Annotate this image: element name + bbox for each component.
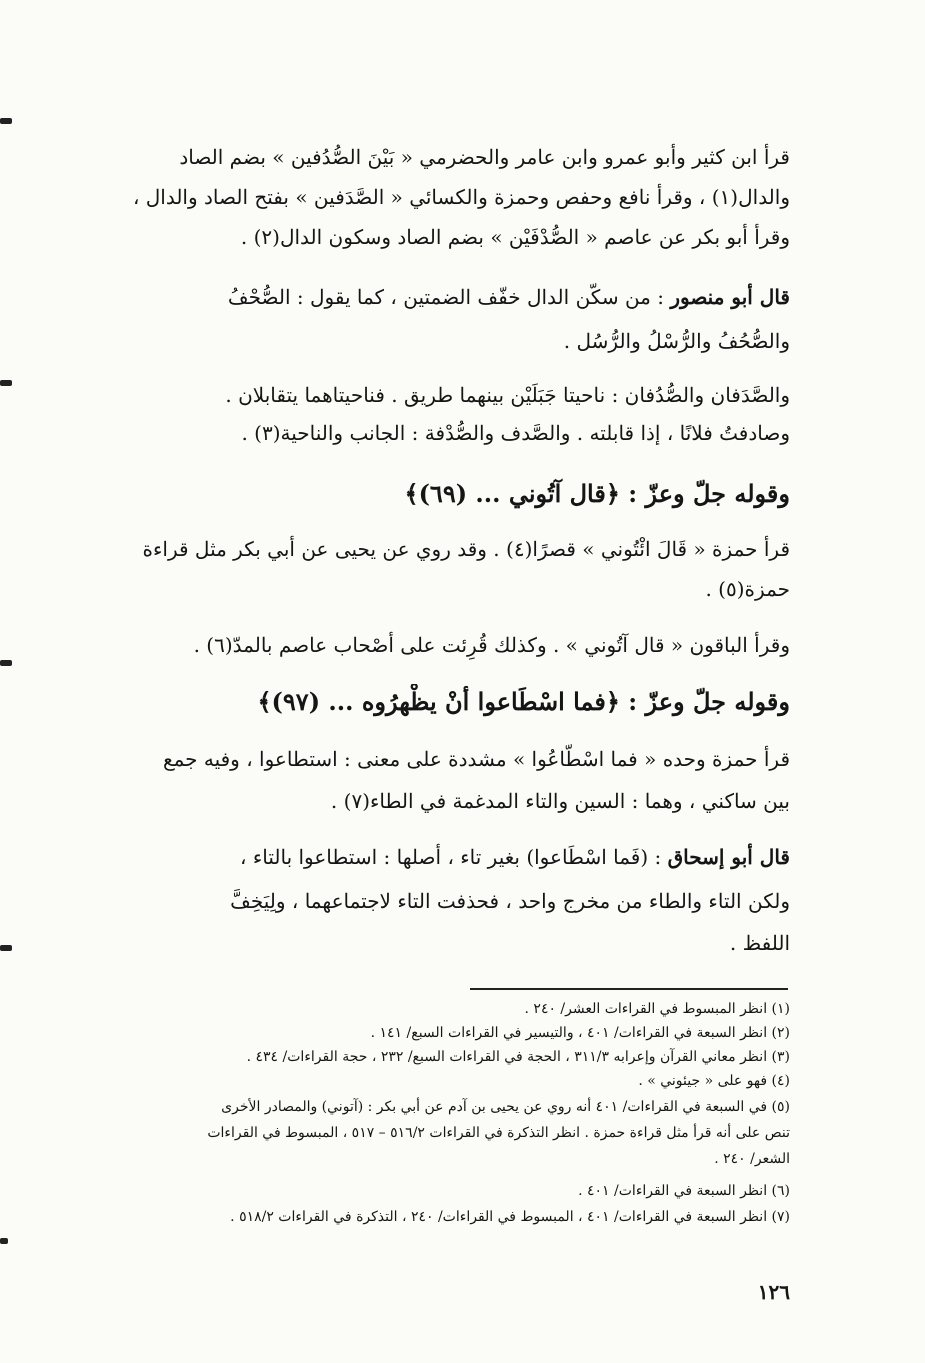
scan-mark: [0, 660, 12, 666]
footnote-5-line-1: (٥) في السبعة في القراءات/ ٤٠١ أنه روي عن يحيى بن آدم عن أبي بكر : (آتوني) والمصادر الأخرى: [221, 1099, 790, 1115]
paragraph-7-line-2: ولكن التاء والطاء من مخرج واحد ، فحذفت التاء لاجتماعهما ، ولِيَخِفَّ: [230, 889, 790, 913]
page-number: ١٢٦: [757, 1280, 790, 1304]
speaker-label: قال أبو منصور: [670, 285, 790, 309]
scan-mark: [0, 945, 12, 951]
paragraph-1-line-1: قرأ ابن كثير وأبو عمرو وابن عامر والحضرمي « بَيْنَ الصُّدُفين » بضم الصاد: [179, 145, 790, 169]
footnote-4: (٤) فهو على « جيئوني » .: [638, 1073, 790, 1089]
paragraph-7-line-3: اللفظ .: [729, 931, 790, 955]
paragraph-4-line-2: حمزة(٥) .: [705, 577, 790, 601]
paragraph-7-line-1: [78, 842, 790, 872]
scan-mark: [0, 1238, 8, 1244]
footnote-5-line-2: تنص على أنه قرأ مثل قراءة حمزة . انظر التذكرة في القراءات ٥١٦/٢ – ٥١٧ ، المبسوط في القراءات: [207, 1125, 790, 1141]
scan-mark: [0, 118, 12, 124]
paragraph-2-text: : من سكّن الدال خفّف الضمتين ، كما يقول : الصُّحْفُ: [227, 285, 664, 309]
scan-mark: [0, 380, 12, 386]
paragraph-1-line-3: وقرأ أبو بكر عن عاصم « الصُّدْفَيْن » بضم الصاد وسكون الدال(٢) .: [240, 225, 790, 249]
verse-heading-2: وقوله جلّ وعزّ : ﴿فما اسْطَاعوا أنْ يظْهرُوه ... (٩٧)﴾: [257, 687, 790, 716]
paragraph-7-text: : (فَما اسْطَاعوا) بغير تاء ، أصلها : استطاعوا بالتاء ،: [240, 845, 662, 869]
footnote-separator: [470, 988, 788, 990]
verse-heading-1: وقوله جلّ وعزّ : ﴿قال آتُوني ... (٦٩)﴾: [404, 479, 790, 508]
speaker-label: قال أبو إسحاق: [667, 845, 790, 869]
paragraph-1-line-2: والدال(١) ، وقرأ نافع وحفص وحمزة والكسائي « الصَّدَفين » بفتح الصاد والدال ،: [132, 185, 790, 209]
paragraph-2-line-2: والصُّحُفُ والرُّسْلُ والرُّسُل .: [563, 329, 790, 353]
footnote-6: (٦) انظر السبعة في القراءات/ ٤٠١ .: [578, 1183, 790, 1199]
footnote-3: (٣) انظر معاني القرآن وإعرابه ٣١١/٣ ، الحجة في القراءات السبع/ ٢٣٢ ، حجة القراءات/ ٤٣٤ .: [246, 1049, 790, 1065]
footnote-1: (١) انظر المبسوط في القراءات العشر/ ٢٤٠ .: [524, 1001, 790, 1017]
paragraph-3-line-2: وصادفتُ فلانًا ، إذا قابلته . والصَّدف والصُّدْفة : الجانب والناحية(٣) .: [241, 421, 790, 445]
footnote-7: (٧) انظر السبعة في القراءات/ ٤٠١ ، المبسوط في القراءات/ ٢٤٠ ، التذكرة في القراءات ٥١٨/٢ .: [230, 1209, 790, 1225]
paragraph-4-line-1: قرأ حمزة « قَالَ ائْتُوني » قصرًا(٤) . وقد روي عن يحيى عن أبي بكر مثل قراءة: [142, 537, 790, 561]
footnote-2: (٢) انظر السبعة في القراءات/ ٤٠١ ، والتيسير في القراءات السبع/ ١٤١ .: [370, 1025, 790, 1041]
paragraph-6-line-1: قرأ حمزة وحده « فما اسْطّاعُوا » مشددة على معنى : استطاعوا ، وفيه جمع: [162, 747, 790, 771]
paragraph-2-line-1: [78, 282, 790, 312]
paragraph-6-line-2: بين ساكني ، وهما : السين والتاء المدغمة في الطاء(٧) .: [330, 789, 790, 813]
footnote-5-line-3: الشعر/ ٢٤٠ .: [714, 1151, 790, 1167]
paragraph-5-line-1: وقرأ الباقون « قال آتُوني » . وكذلك قُرِئت على أصْحاب عاصم بالمدّ(٦) .: [193, 633, 790, 657]
paragraph-3-line-1: والصَّدَفان والصُّدُفان : ناحيتا جَبَلَيْن بينهما طريق . فناحيتاهما يتقابلان .: [225, 383, 790, 407]
